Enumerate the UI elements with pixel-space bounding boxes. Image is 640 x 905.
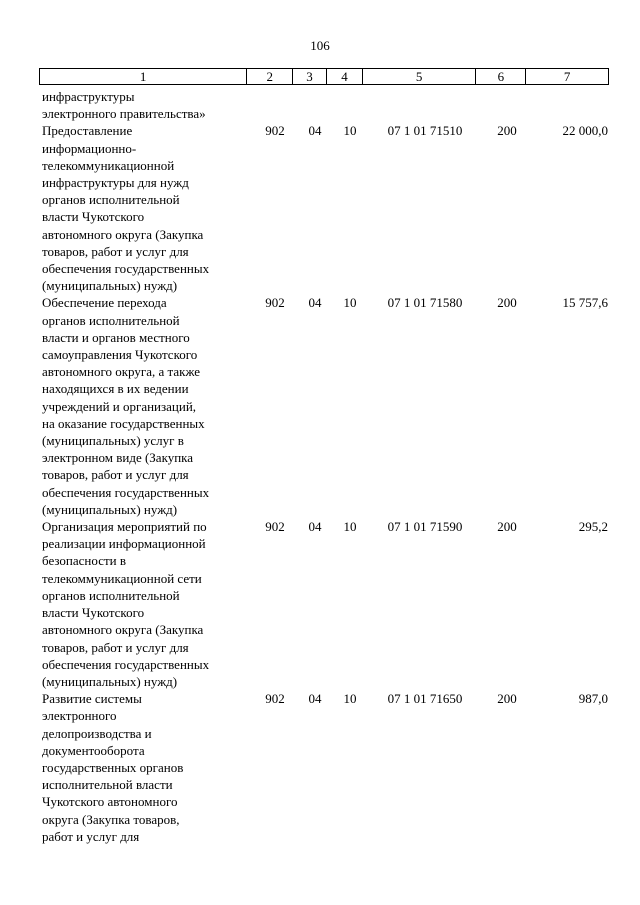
table-row (42, 294, 608, 518)
row-sum: 987,0 (578, 691, 608, 707)
row-pr: 10 (343, 123, 357, 139)
row-sum: 15 757,6 (562, 295, 608, 311)
row-vr: 200 (497, 123, 517, 139)
row-sum: 295,2 (578, 519, 608, 535)
row-vr: 200 (497, 519, 517, 535)
header-col-2: 2 (247, 69, 293, 84)
header-col-1: 1 (40, 69, 247, 84)
row-pr: 10 (343, 519, 357, 535)
header-col-3: 3 (293, 69, 327, 84)
table-body (42, 88, 608, 845)
row-csr: 07 1 01 71510 (387, 123, 463, 139)
row-name: Организация мероприятий по реализации информационной безопасности в телекоммуникационной сети органов исполнительной власти Чукотского автономного округа (Закупка товаров, работ и услуг для обеспечения государственных (муниципальных) нужд) (42, 519, 210, 689)
header-col-7: 7 (563, 69, 571, 84)
row-vr: 200 (497, 295, 517, 311)
header-col-4: 4 (327, 69, 363, 84)
row-rz: 04 (308, 519, 322, 535)
row-rz: 04 (308, 691, 322, 707)
header-col-6: 6 (476, 69, 526, 84)
page-number: 106 (310, 38, 330, 53)
row-grbs: 902 (265, 123, 285, 139)
row-name: Обеспечение перехода органов исполнительной власти и органов местного самоуправления Чукотского автономного округа, а также находящихся в их ведении учреждений и организаций, на оказание государственных (муниципальных) услуг в электронном виде (Закупка товаров, работ и услуг для обеспечения государственных (муниципальных) нужд) (42, 295, 210, 517)
header-col-5: 5 (363, 69, 477, 84)
row-csr: 07 1 01 71580 (387, 295, 463, 311)
row-sum: 22 000,0 (562, 123, 608, 139)
row-grbs: 902 (265, 295, 285, 311)
table-row (42, 518, 608, 690)
row-csr: 07 1 01 71650 (387, 691, 463, 707)
row-name: Предоставление информационно- телекоммуникационной инфраструктуры для нужд органов исполнительной власти Чукотского автономного округа (Закупка товаров, работ и услуг для обеспечения государственных (муниципальных) нужд) (42, 123, 210, 294)
row-pr: 10 (343, 691, 357, 707)
row-rz: 04 (308, 295, 322, 311)
row-grbs: 902 (265, 519, 285, 535)
row-rz: 04 (308, 123, 322, 139)
table-header (39, 68, 609, 85)
table-row-continuation (42, 88, 608, 122)
row-name-continuation: инфраструктуры электронного правительства» (42, 89, 206, 122)
row-grbs: 902 (265, 691, 285, 707)
row-csr: 07 1 01 71590 (387, 519, 463, 535)
row-pr: 10 (343, 295, 357, 311)
table-row (42, 122, 608, 294)
row-vr: 200 (497, 691, 517, 707)
row-name: Развитие системы электронного делопроизводства и документооборота государственных органов исполнительной власти Чукотского автономного округа (Закупка товаров, работ и услуг для (42, 691, 184, 844)
table-row (42, 690, 608, 845)
